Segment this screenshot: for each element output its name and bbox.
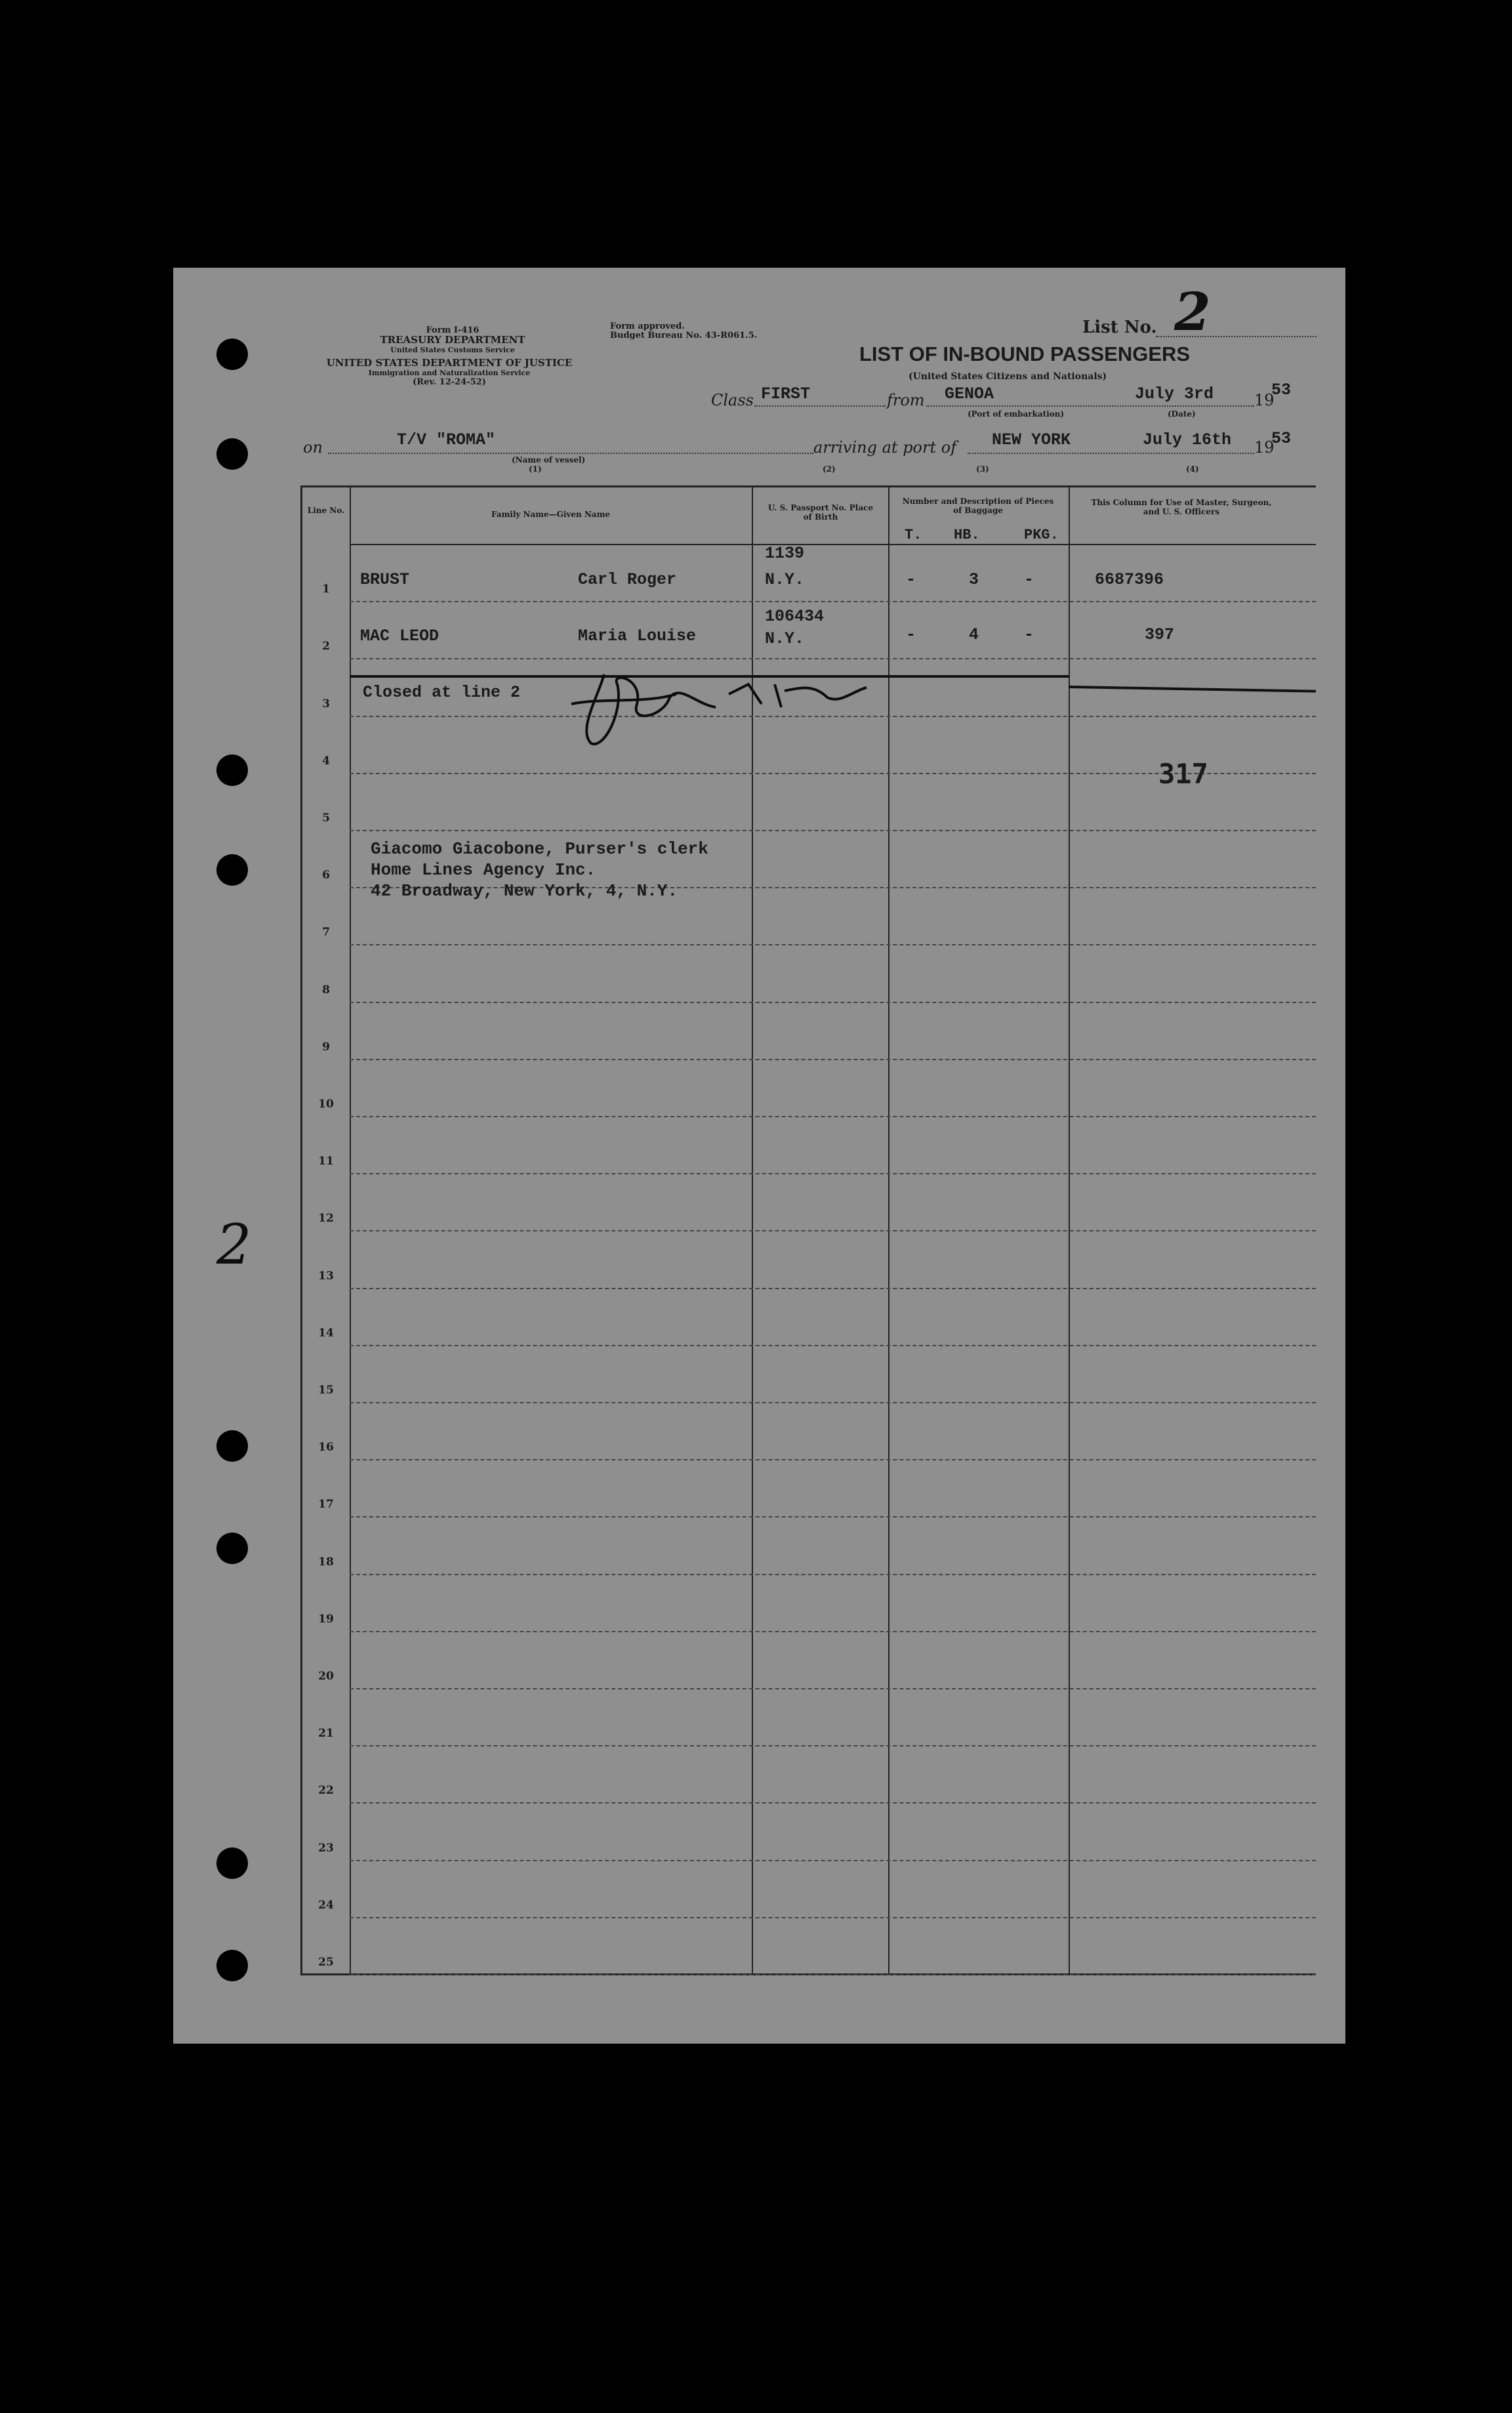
row2-passport: 106434 <box>765 607 825 626</box>
row-rule <box>350 1002 1316 1003</box>
form-number: Form I-416 <box>426 325 480 335</box>
vessel-line <box>328 453 813 454</box>
row2-bag-pkg: - <box>1024 625 1034 644</box>
row-rule <box>350 1116 1316 1117</box>
row-rule <box>350 1516 1316 1517</box>
departure-year: 53 <box>1271 381 1292 400</box>
row2-birthplace: N.Y. <box>765 629 805 648</box>
binder-hole <box>216 754 248 786</box>
line-number: 3 <box>322 697 330 711</box>
line-number: 18 <box>318 1555 334 1569</box>
line-number: 12 <box>318 1212 334 1226</box>
line-number: 14 <box>318 1326 334 1340</box>
binder-hole <box>216 339 248 370</box>
line-number: 21 <box>318 1727 334 1741</box>
class-label: Class <box>711 391 754 409</box>
header-officers: This Column for Use of Master, Surgeon, and U. S. Officers <box>1091 498 1272 516</box>
row-rule <box>350 601 1316 602</box>
row-rule <box>350 1402 1316 1403</box>
class-line <box>754 405 886 407</box>
caption-3: (3) <box>976 464 989 474</box>
departure-year-prefix: 19 <box>1254 391 1275 409</box>
line-number: 23 <box>318 1841 334 1855</box>
binder-hole <box>216 1847 248 1879</box>
row-rule <box>350 1631 1316 1632</box>
margin-note: 2 <box>216 1212 252 1277</box>
line-number: 5 <box>322 812 330 825</box>
line-number: 19 <box>318 1612 334 1626</box>
vessel-caption: (Name of vessel) <box>512 455 586 464</box>
row-rule <box>350 1688 1316 1689</box>
vessel-name: T/V "ROMA" <box>397 430 496 449</box>
binder-hole <box>216 1533 248 1564</box>
baggage-t: T. <box>905 527 922 543</box>
passenger-table <box>300 485 1316 1975</box>
row1-bag-t: - <box>906 570 916 589</box>
line-number: 10 <box>318 1098 334 1111</box>
binder-hole <box>216 1430 248 1462</box>
row-rule <box>350 1802 1316 1804</box>
row-rule <box>350 1230 1316 1231</box>
class-value: FIRST <box>761 384 811 403</box>
from-value: GENOA <box>945 384 994 403</box>
line-number: 1 <box>322 583 330 596</box>
line-number: 9 <box>322 1040 330 1054</box>
list-number: 2 <box>1174 281 1211 342</box>
arrival-line <box>968 453 1254 454</box>
binder-hole <box>216 438 248 470</box>
binder-hole <box>216 1950 248 1981</box>
justice-label: UNITED STATES DEPARTMENT OF JUSTICE <box>326 357 573 369</box>
on-label: on <box>303 438 323 457</box>
row1-bag-pkg: - <box>1024 570 1034 589</box>
page-title: LIST OF IN-BOUND PASSENGERS <box>859 342 1191 365</box>
row1-given-name: Carl Roger <box>578 570 677 589</box>
row1-officer-entry: 6687396 <box>1095 570 1164 589</box>
caption-4: (4) <box>1186 464 1199 474</box>
ins-label: Immigration and Naturalization Service <box>368 369 531 377</box>
list-no-label: List No. <box>1082 318 1157 337</box>
row-rule <box>350 1745 1316 1746</box>
revision-label: (Rev. 12-24-52) <box>413 377 486 387</box>
budget-bureau: Budget Bureau No. 43-R061.5. <box>610 331 758 340</box>
header-baggage: Number and Description of Pieces of Baggage <box>902 497 1054 515</box>
row-rule <box>350 1059 1316 1060</box>
line-number: 6 <box>322 869 330 882</box>
customs-label: United States Customs Service <box>390 346 515 354</box>
row2-officer-entry: 397 <box>1145 625 1175 644</box>
line-number: 20 <box>318 1670 334 1683</box>
purser-name: Giacomo Giacobone, Purser's clerk <box>371 839 708 859</box>
arrival-port: NEW YORK <box>992 430 1071 449</box>
officer-signature <box>565 658 893 750</box>
row-rule <box>350 1860 1316 1861</box>
officer-note: 317 <box>1158 758 1208 790</box>
row-rule <box>350 1288 1316 1289</box>
row1-bag-hb: 3 <box>969 570 979 589</box>
header-name: Family Name—Given Name <box>491 510 611 519</box>
line-number: 7 <box>322 926 330 939</box>
line-number: 24 <box>318 1898 334 1912</box>
arrival-year: 53 <box>1271 429 1292 448</box>
arrival-year-prefix: 19 <box>1254 438 1275 457</box>
row-rule <box>350 1574 1316 1575</box>
header-passport: U. S. Passport No. Place of Birth <box>767 503 874 522</box>
line-number: 13 <box>318 1269 334 1283</box>
purser-agency: Home Lines Agency Inc. <box>371 860 596 880</box>
from-label: from <box>887 391 925 409</box>
arrival-date: July 16th <box>1143 430 1232 449</box>
row1-birthplace: N.Y. <box>765 570 805 589</box>
row1-passport: 1139 <box>765 544 805 563</box>
row-rule <box>350 944 1316 945</box>
row2-family-name: MAC LEOD <box>360 627 439 646</box>
closed-at-line: Closed at line 2 <box>363 683 521 702</box>
row-rule <box>350 1974 1316 1975</box>
line-number: 2 <box>322 640 330 653</box>
treasury-label: TREASURY DEPARTMENT <box>380 334 525 346</box>
line-number: 22 <box>318 1784 334 1798</box>
form-approved: Form approved. <box>610 321 685 331</box>
date-caption: (Date) <box>1168 409 1196 419</box>
closing-rule-officer <box>1069 686 1316 693</box>
purser-address: 42 Broadway, New York, 4, N.Y. <box>371 881 678 901</box>
row2-bag-hb: 4 <box>969 625 979 644</box>
caption-1: (1) <box>529 464 542 474</box>
line-number: 25 <box>318 1956 334 1969</box>
row1-family-name: BRUST <box>360 570 410 589</box>
line-number: 8 <box>322 983 330 997</box>
row-rule <box>350 1459 1316 1460</box>
line-number: 11 <box>318 1155 334 1168</box>
line-number: 16 <box>318 1441 334 1454</box>
arriving-label: arriving at port of <box>813 438 957 457</box>
line-number: 15 <box>318 1384 334 1397</box>
line-number: 17 <box>318 1498 334 1512</box>
row2-given-name: Maria Louise <box>578 627 697 646</box>
row-rule <box>350 1917 1316 1918</box>
baggage-hb: HB. <box>954 527 980 543</box>
row-rule <box>350 830 1316 831</box>
header-rule <box>350 544 1316 545</box>
from-line <box>926 405 1254 407</box>
binder-hole <box>216 854 248 886</box>
row-rule <box>350 1345 1316 1346</box>
page-subtitle: (United States Citizens and Nationals) <box>909 371 1107 382</box>
row2-bag-t: - <box>906 625 916 644</box>
caption-2: (2) <box>823 464 836 474</box>
line-number: 4 <box>322 754 330 768</box>
baggage-pkg: PKG. <box>1024 527 1059 543</box>
row-rule <box>350 1173 1316 1174</box>
port-caption: (Port of embarkation) <box>968 409 1065 419</box>
header-line-no: Line No. <box>307 506 345 515</box>
departure-date: July 3rd <box>1135 384 1214 403</box>
